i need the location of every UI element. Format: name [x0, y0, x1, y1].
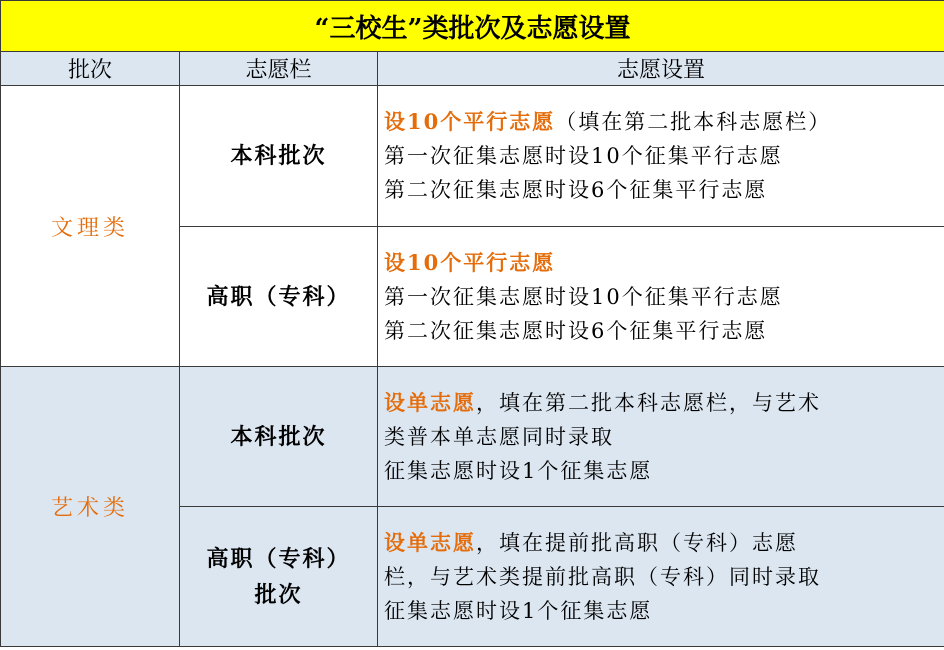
setting-text: 第一次征集志愿时设10个征集平行志愿: [384, 284, 783, 309]
setting-line: [384, 526, 944, 560]
header-volunteer-column: 志愿栏: [180, 52, 378, 86]
setting-line: [384, 420, 944, 454]
batch-cell: [180, 507, 378, 647]
setting-text: 类普本单志愿同时录取: [384, 424, 614, 449]
batch-cell: 本科批次: [180, 367, 378, 507]
table-row: [1, 86, 944, 227]
setting-cell: [378, 507, 944, 647]
setting-text: ，填在第二批本科志愿栏，与艺术: [476, 390, 821, 415]
batch-line: 批次: [254, 581, 303, 608]
setting-text: 征集志愿时设1个征集志愿: [384, 458, 653, 483]
setting-text: 征集志愿时设1个征集志愿: [384, 598, 653, 623]
setting-text: 栏，与艺术类提前批高职（专科）同时录取: [384, 564, 821, 589]
header-volunteer-setting: 志愿设置: [378, 52, 944, 86]
title-row: [1, 1, 944, 52]
setting-highlight: 设单志愿: [384, 529, 476, 555]
setting-text: ，填在提前批高职（专科）志愿: [476, 530, 798, 555]
setting-line: [384, 280, 944, 314]
setting-highlight: 设10个平行志愿: [384, 109, 556, 134]
setting-highlight: 设单志愿: [384, 389, 476, 415]
batch-cell: 本科批次: [180, 86, 378, 227]
table-title: “三校生”类批次及志愿设置: [1, 1, 944, 52]
header-batch: 批次: [1, 52, 180, 86]
setting-line: [384, 246, 944, 280]
setting-text: （填在第二批本科志愿栏）: [555, 110, 832, 134]
setting-line: [384, 386, 944, 420]
setting-line: [384, 105, 944, 139]
setting-line: [384, 139, 944, 173]
batch-cell: 高职（专科）: [180, 227, 378, 367]
category-cell-liberal-science: 文理类: [1, 86, 180, 367]
setting-line: [384, 454, 944, 488]
header-row: [1, 52, 944, 86]
setting-line: [384, 560, 944, 594]
setting-cell: [378, 367, 944, 507]
setting-text: 第二次征集志愿时设6个征集平行志愿: [384, 178, 768, 202]
setting-line: [384, 314, 944, 348]
setting-cell: [378, 227, 944, 367]
category-cell-art: 艺术类: [1, 367, 180, 647]
setting-line: [384, 594, 944, 628]
setting-text: 第二次征集志愿时设6个征集平行志愿: [384, 318, 768, 343]
setting-highlight: 设10个平行志愿: [384, 249, 556, 275]
table-row: [1, 367, 944, 507]
setting-text: 第一次征集志愿时设10个征集平行志愿: [384, 144, 783, 168]
batch-line: 高职（专科）: [206, 545, 351, 572]
setting-cell: [378, 86, 944, 227]
setting-line: [384, 173, 944, 207]
